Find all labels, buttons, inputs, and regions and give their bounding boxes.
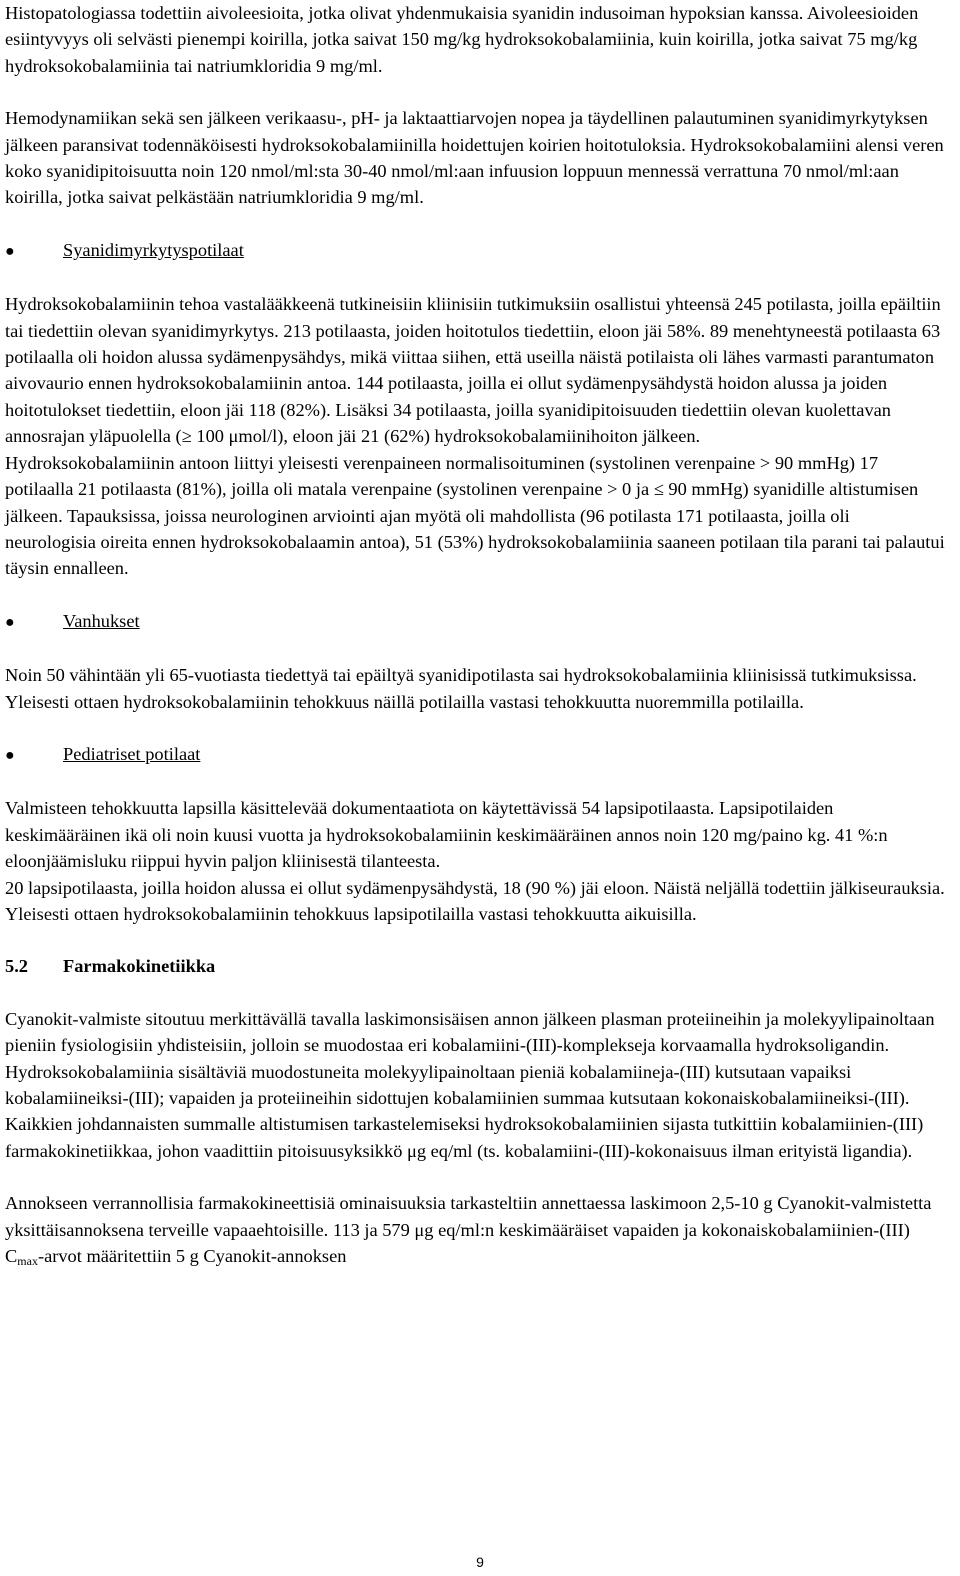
dose-text: Annokseen verrannollisia farmakokineettisiä ominaisuuksia tarkasteltiin annettaessa laskimoon 2,5-10 g Cyanokit-valmistetta yksittäisannoksena terveille vapaaehtoisille. 113 ja 579 μg eq/ml:n keskimääräiset vapaiden ja kokonaiskobalamiinien-(III) C <box>5 1193 932 1267</box>
bullet-icon: ● <box>5 613 15 631</box>
document-page <box>5 0 945 1269</box>
paragraph-elderly: Noin 50 vähintään yli 65-vuotiasta tiedettyä tai epäiltyä syanidipotilasta sai hydroksokobalamiinia kliinisissä tutkimuksissa. Yleisesti ottaen hydroksokobalamiinin tehokkuus näillä potilailla vastasi tehokkuutta nuoremmilla potilailla. <box>5 665 917 712</box>
paragraph-pediatric-1: Valmisteen tehokkuutta lapsilla käsittelevää dokumentaatiota on käytettävissä 54 lapsipotilaasta. Lapsipotilaiden keskimääräinen ikä oli noin kuusi vuotta ja hydroksokobalamiinin keskimääräinen annos noin 120 mg/paino kg. 41 %:n eloonjäämisluku riippui hyvin paljon kliinisestä tilanteesta. <box>5 798 888 872</box>
bullet-title: Vanhukset <box>63 610 140 631</box>
bullet-pediatric <box>5 741 945 769</box>
page-number: 9 <box>476 1554 484 1570</box>
paragraph-dose-proportional <box>5 1190 945 1269</box>
paragraph-histopathology: Histopatologiassa todettiin aivoleesioita, jotka olivat yhdenmukaisia syanidin indusoiman hypoksian kanssa. Aivoleesioiden esiintyvyys oli selvästi pienempi koirilla, jotka saivat 150 mg/kg hydroksokobalamiinia, kuin koirilla, jotka saivat 75 mg/kg hydroksokobalamiinia tai natriumkloridia 9 mg/ml. <box>5 3 919 76</box>
section-number: 5.2 <box>5 956 28 977</box>
bullet-cyanide-patients <box>5 237 945 265</box>
cmax-subscript: max <box>17 1254 38 1269</box>
bullet-title: Syanidimyrkytyspotilaat <box>63 239 244 260</box>
dose-text-tail: -arvot määritettiin 5 g Cyanokit-annoksen <box>37 1246 347 1267</box>
bullet-icon: ● <box>5 746 15 764</box>
bullet-icon: ● <box>5 242 15 260</box>
section-heading <box>5 953 945 979</box>
paragraph-clinical-studies: Hydroksokobalamiinin tehoa vastalääkkeenä tutkineisiin kliinisiin tutkimuksiin osallistui yhteensä 245 potilasta, joilla epäiltiin tai tiedettiin olevan syanidimyrkytys. 213 potilaasta, joiden hoitotulos tiedettiin, eloon jäi 58%. 89 menehtyneestä potilaasta 63 potilaalla oli hoidon alussa sydämenpysähdys, mikä viittaa siihen, että useilla näistä potilaista oli lähes varmasti parantumaton aivovaurio ennen hydroksokobalamiinin antoa. 144 potilaasta, joilla ei ollut sydämenpysähdystä hoidon alussa ja joiden hoitotulokset tiedettiin, eloon jäi 118 (82%). Lisäksi 34 potilaasta, joilla syanidipitoisuuden tiedettiin olevan kuolettavan annosrajan yläpuolella (≥ 100 μmol/l), eloon jäi 21 (62%) hydroksokobalamiinihoiton jälkeen. <box>5 294 941 447</box>
paragraph-pediatric-2: 20 lapsipotilaasta, joilla hoidon alussa ei ollut sydämenpysähdystä, 18 (90 %) jäi eloon. Näistä neljällä todettiin jälkiseurauksia. Yleisesti ottaen hydroksokobalamiinin tehokkuus lapsipotilailla vastasi tehokkuutta aikuisilla. <box>5 877 945 924</box>
bullet-title: Pediatriset potilaat <box>63 743 201 764</box>
paragraph-binding: Cyanokit-valmiste sitoutuu merkittävällä tavalla laskimonsisäisen annon jälkeen plasman proteiineihin ja molekyylipainoltaan pieniin fysiologisiin yhdisteisiin, jolloin se muodostaa eri kobalamiini-(III)-komplekseja korvaamalla hydroksoligandin. Hydroksokobalamiinia sisältäviä muodostuneita molekyylipainoltaan pieniä kobalamiineja-(III) kutsutaan vapaiksi kobalamiineiksi-(III); vapaiden ja proteiineihin sidottujen kobalamiinien summaa kutsutaan kokonaiskobalamiineiksi-(III). Kaikkien johdannaisten summalle altistumisen tarkastelemiseksi hydroksokobalamiinien sijasta tutkittiin kobalamiinien-(III) farmakokinetiikkaa, johon vaadittiin pitoisuusyksikkö μg eq/ml (ts. kobalamiini-(III)-kokonaisuus ilman erityistä ligandia). <box>5 1008 935 1161</box>
paragraph-hemodynamics: Hemodynamiikan sekä sen jälkeen verikaasu-, pH- ja laktaattiarvojen nopea ja täydellinen palautuminen syanidimyrkytyksen jälkeen paransivat todennäköisesti hydroksokobalamiinilla hoidettujen koirien hoitotuloksia. Hydroksokobalamiini alensi veren koko syanidipitoisuutta noin 120 nmol/ml:sta 30-40 nmol/ml:aan infuusion loppuun mennessä verrattuna 70 nmol/ml:aan koirilla, jotka saivat pelkästään natriumkloridia 9 mg/ml. <box>5 108 944 208</box>
bullet-elderly <box>5 608 945 636</box>
section-title: Farmakokinetiikka <box>63 956 216 977</box>
paragraph-blood-pressure: Hydroksokobalamiinin antoon liittyi yleisesti verenpaineen normalisoituminen (systolinen verenpaine > 90 mmHg) 17 potilaalla 21 potilaasta (81%), joilla oli matala verenpaine (systolinen verenpaine > 0 ja ≤ 90 mmHg) syanidille altistumisen jälkeen. Tapauksissa, joissa neurologinen arviointi ajan myötä oli mahdollista (96 potilasta 171 potilaasta, joilla oli neurologisia oireita ennen hydroksokobalaamin antoa), 51 (53%) hydroksokobalamiinia saaneen potilaan tila parani tai palautui täysin ennalleen. <box>5 452 945 579</box>
